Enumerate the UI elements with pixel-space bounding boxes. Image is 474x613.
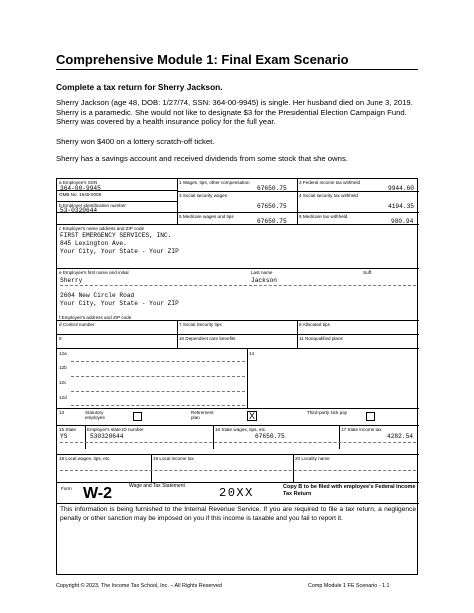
box12b-label: 12b xyxy=(59,365,67,370)
employer-city: Your City, Your State - Your ZIP xyxy=(60,248,179,255)
scenario-paragraph-2: Sherry won $400 on a lottery scratch-off ticket. xyxy=(56,137,215,146)
divider xyxy=(71,391,245,392)
box15-value: YS xyxy=(60,433,68,440)
box11-label: 11 Nonqualified plans xyxy=(299,336,343,341)
page-title: Comprehensive Module 1: Final Exam Scenario xyxy=(56,52,349,67)
box18-label: 18 Local wages, tips, etc. xyxy=(59,456,111,461)
ssn-value: 364-00-9945 xyxy=(60,185,101,192)
divider xyxy=(57,408,419,409)
divider xyxy=(71,361,245,362)
box16-label: 16 State wages, tips, etc. xyxy=(215,427,267,432)
divider xyxy=(71,376,245,377)
divider xyxy=(71,405,245,406)
state-id-value: 530320644 xyxy=(90,433,124,440)
irs-notice: This information is being furnished to the Internal Revenue Service. If you are required to file a tax return, a negligence penalty or other sanction may be imposed on you if this income is taxable and you fail to report it. xyxy=(60,506,416,522)
employee-address-label: f Employee's address and ZIP code xyxy=(59,315,132,320)
divider xyxy=(213,425,214,449)
divider xyxy=(57,482,419,483)
employee-street: 2604 New Circle Road xyxy=(60,292,135,299)
divider xyxy=(60,285,416,286)
scenario-paragraph-3: Sherry has a savings account and received dividends from some stock that she owns. xyxy=(56,154,348,163)
divider xyxy=(177,179,178,224)
title-divider xyxy=(56,69,418,70)
divider xyxy=(57,224,419,225)
box6-value: 980.94 xyxy=(391,218,414,225)
module-footer: Comp Module 1 FE Scenario - 1.1 xyxy=(308,583,390,589)
third-party-sick-pay-label: Third-party sick pay xyxy=(307,410,348,415)
retirement-plan-checkbox[interactable]: X xyxy=(248,411,255,421)
statutory-employee-label: Statutory employee xyxy=(85,410,105,420)
box9-label: 9 xyxy=(59,336,62,341)
divider xyxy=(57,348,419,349)
scenario-paragraph-1: Sherry Jackson (age 48, DOB: 1/27/74, SSN: 364-00-9945) is single. Her husband died on June 3, 2019. Sherry is a paramedic. She would not like to designate $3 for the Presidential Election Campaign Fund. Sherry was covered by a health insurance policy for the full year. xyxy=(56,98,413,127)
ein-label: b Employer identification number xyxy=(59,203,126,208)
box16-value: 67650.75 xyxy=(255,433,285,440)
divider xyxy=(247,348,248,408)
divider xyxy=(339,425,340,449)
box3-value: 67650.75 xyxy=(257,203,287,210)
ssn-label: a Employee's SSN xyxy=(59,180,98,185)
box2-label: 2 Federal income tax withheld xyxy=(299,180,361,185)
divider xyxy=(60,442,416,443)
divider xyxy=(297,179,298,224)
statement-label: Wage and Tax Statement xyxy=(129,483,185,489)
statutory-employee-checkbox[interactable] xyxy=(133,412,142,421)
box1-label: 1 Wages, tips, other compensation xyxy=(179,180,250,185)
box4-label: 4 Social security tax withheld xyxy=(299,193,358,198)
employee-city: Your City, Your State - Your ZIP xyxy=(60,300,179,307)
box10-label: 10 Dependent care benefits xyxy=(179,336,236,341)
employee-first-name: Sherry xyxy=(60,277,83,284)
last-name-label: Last name xyxy=(251,270,273,275)
divider xyxy=(57,320,419,321)
divider xyxy=(85,425,86,449)
divider xyxy=(57,201,177,202)
employee-last-name: Jackson xyxy=(251,277,277,284)
box12a-label: 12a xyxy=(59,351,67,356)
box12c-label: 12c xyxy=(59,380,67,385)
divider xyxy=(57,212,419,213)
copy-b-instruction: Copy B to be filed with employee's Federal Income Tax Return xyxy=(283,484,416,497)
box15-label: 15 State xyxy=(59,427,77,432)
employer-name: FIRST EMERGENCY SERVICES, INC. xyxy=(60,232,172,239)
box20-label: 20 Locality name xyxy=(295,456,330,461)
w2-form xyxy=(56,178,418,575)
box14-label: 14 xyxy=(249,351,255,356)
box12d-label: 12d xyxy=(59,395,67,400)
divider xyxy=(57,268,419,269)
form-label: Form xyxy=(61,486,72,491)
box1-value: 67650.75 xyxy=(257,185,287,192)
divider xyxy=(177,191,419,192)
divider xyxy=(177,320,178,348)
divider xyxy=(297,320,298,348)
divider xyxy=(57,334,419,335)
copyright-footer: Copyright © 2023, The Income Tax School, Inc. – All Rights Reserved xyxy=(56,583,222,589)
scenario-subtitle: Complete a tax return for Sherry Jackson. xyxy=(56,82,223,92)
divider xyxy=(57,425,419,426)
box13-label: 13 xyxy=(59,410,65,415)
divider xyxy=(57,454,419,455)
divider xyxy=(60,470,416,471)
employer-label: c Employer's name address and ZIP code xyxy=(59,226,145,231)
divider xyxy=(293,454,294,482)
employer-street: 845 Lexington Ave. xyxy=(60,240,127,247)
box5-label: 5 Medicare wages and tips xyxy=(179,214,234,219)
box17-label: 17 State income tax xyxy=(341,427,382,432)
retirement-plan-label: Retirement plan xyxy=(191,410,214,420)
divider xyxy=(57,503,419,504)
omb-label: OMB No. 1545-0008 xyxy=(59,192,102,197)
box6-label: 6 Medicare tax withheld xyxy=(299,214,348,219)
box3-label: 3 Social security wages xyxy=(179,193,228,198)
box2-value: 9944.60 xyxy=(388,185,414,192)
box7-label: 7 Social Security tips xyxy=(179,322,222,327)
state-id-label: Employer's state ID number xyxy=(87,427,144,432)
third-party-sick-pay-checkbox[interactable] xyxy=(366,412,375,421)
tax-year: 20XX xyxy=(219,486,254,500)
control-number-label: d Control number xyxy=(59,322,95,327)
employee-first-name-label: e Employee's first name and initial xyxy=(59,270,129,275)
form-name: W-2 xyxy=(83,485,113,502)
box5-value: 67650.75 xyxy=(257,218,287,225)
box17-value: 4282.54 xyxy=(387,433,413,440)
box19-label: 19 Local income tax xyxy=(153,456,194,461)
divider xyxy=(151,454,152,482)
ein-value: 53-0320644 xyxy=(60,207,98,214)
box8-label: 8 Allocated tips xyxy=(299,322,330,327)
suffix-label: Suff. xyxy=(363,270,373,275)
box4-value: 4194.35 xyxy=(388,203,414,210)
